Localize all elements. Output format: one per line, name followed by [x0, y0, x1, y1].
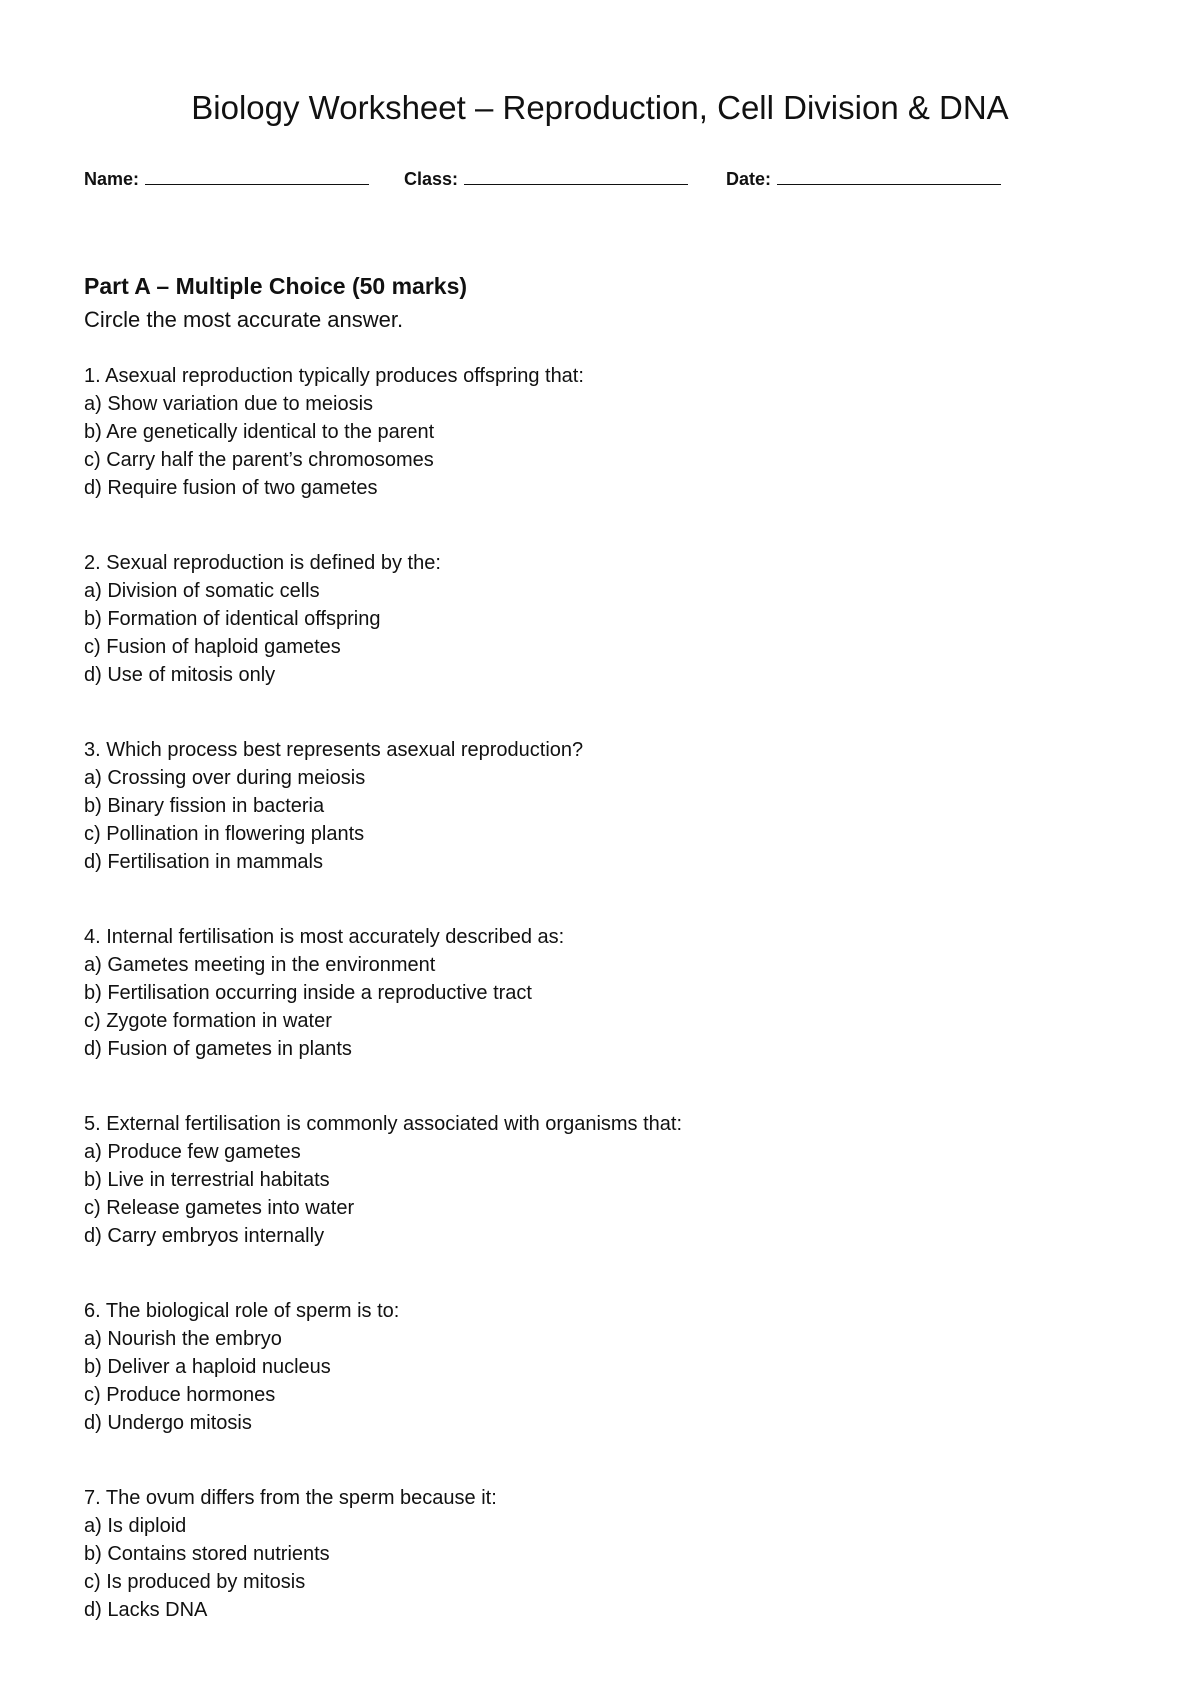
question-4: [84, 923, 564, 1063]
question-stem: 5. External fertilisation is commonly associated with organisms that:: [84, 1113, 683, 1135]
date-label: Date:: [726, 169, 772, 189]
answer-option-d[interactable]: d) Undergo mitosis: [84, 1412, 252, 1434]
question-1: [84, 362, 584, 502]
question-stem: 4. Internal fertilisation is most accurately described as:: [84, 926, 565, 948]
question-3: [84, 736, 583, 876]
answer-option-c[interactable]: c) Carry half the parent’s chromosomes: [84, 449, 434, 471]
answer-option-d[interactable]: d) Fusion of gametes in plants: [84, 1038, 352, 1060]
name-blank-line[interactable]: [145, 166, 369, 185]
page-title: Biology Worksheet – Reproduction, Cell Division & DNA: [191, 89, 1009, 126]
answer-option-d[interactable]: d) Carry embryos internally: [84, 1225, 325, 1247]
answer-option-a[interactable]: a) Produce few gametes: [84, 1141, 301, 1163]
question-5: [84, 1110, 682, 1250]
class-field[interactable]: [404, 166, 688, 190]
question-7: [84, 1484, 497, 1624]
question-2: [84, 549, 441, 689]
answer-option-a[interactable]: a) Nourish the embryo: [84, 1328, 282, 1350]
name-field[interactable]: [84, 166, 369, 190]
answer-option-d[interactable]: d) Fertilisation in mammals: [84, 851, 323, 873]
question-stem: 3. Which process best represents asexual reproduction?: [84, 739, 584, 761]
date-field[interactable]: [726, 166, 1001, 190]
answer-option-d[interactable]: d) Lacks DNA: [84, 1599, 208, 1621]
question-stem: 6. The biological role of sperm is to:: [84, 1300, 400, 1322]
answer-option-a[interactable]: a) Is diploid: [84, 1515, 187, 1537]
answer-option-d[interactable]: d) Require fusion of two gametes: [84, 477, 378, 499]
part-a-heading: Part A – Multiple Choice (50 marks): [84, 273, 468, 299]
answer-option-c[interactable]: c) Pollination in flowering plants: [84, 823, 365, 845]
answer-option-a[interactable]: a) Gametes meeting in the environment: [84, 954, 436, 976]
question-stem: 7. The ovum differs from the sperm because it:: [84, 1487, 497, 1509]
answer-option-a[interactable]: a) Crossing over during meiosis: [84, 767, 366, 789]
answer-option-b[interactable]: b) Fertilisation occurring inside a reproductive tract: [84, 982, 532, 1004]
answer-option-b[interactable]: b) Formation of identical offspring: [84, 608, 381, 630]
answer-option-d[interactable]: d) Use of mitosis only: [84, 664, 276, 686]
answer-option-a[interactable]: a) Show variation due to meiosis: [84, 393, 374, 415]
answer-option-b[interactable]: b) Are genetically identical to the parent: [84, 421, 435, 443]
answer-option-b[interactable]: b) Live in terrestrial habitats: [84, 1169, 330, 1191]
question-6: [84, 1297, 399, 1437]
date-blank-line[interactable]: [777, 166, 1001, 185]
answer-option-c[interactable]: c) Zygote formation in water: [84, 1010, 332, 1032]
answer-option-c[interactable]: c) Is produced by mitosis: [84, 1571, 306, 1593]
part-a-instruction: Circle the most accurate answer.: [84, 307, 404, 332]
answer-option-c[interactable]: c) Fusion of haploid gametes: [84, 636, 341, 658]
answer-option-c[interactable]: c) Produce hormones: [84, 1384, 276, 1406]
name-label: Name:: [84, 169, 140, 189]
question-stem: 2. Sexual reproduction is defined by the:: [84, 552, 441, 574]
answer-option-b[interactable]: b) Binary fission in bacteria: [84, 795, 325, 817]
question-stem: 1. Asexual reproduction typically produces offspring that:: [84, 365, 584, 387]
answer-option-a[interactable]: a) Division of somatic cells: [84, 580, 320, 602]
class-blank-line[interactable]: [464, 166, 688, 185]
answer-option-b[interactable]: b) Contains stored nutrients: [84, 1543, 330, 1565]
answer-option-c[interactable]: c) Release gametes into water: [84, 1197, 355, 1219]
answer-option-b[interactable]: b) Deliver a haploid nucleus: [84, 1356, 331, 1378]
class-label: Class:: [404, 169, 459, 189]
